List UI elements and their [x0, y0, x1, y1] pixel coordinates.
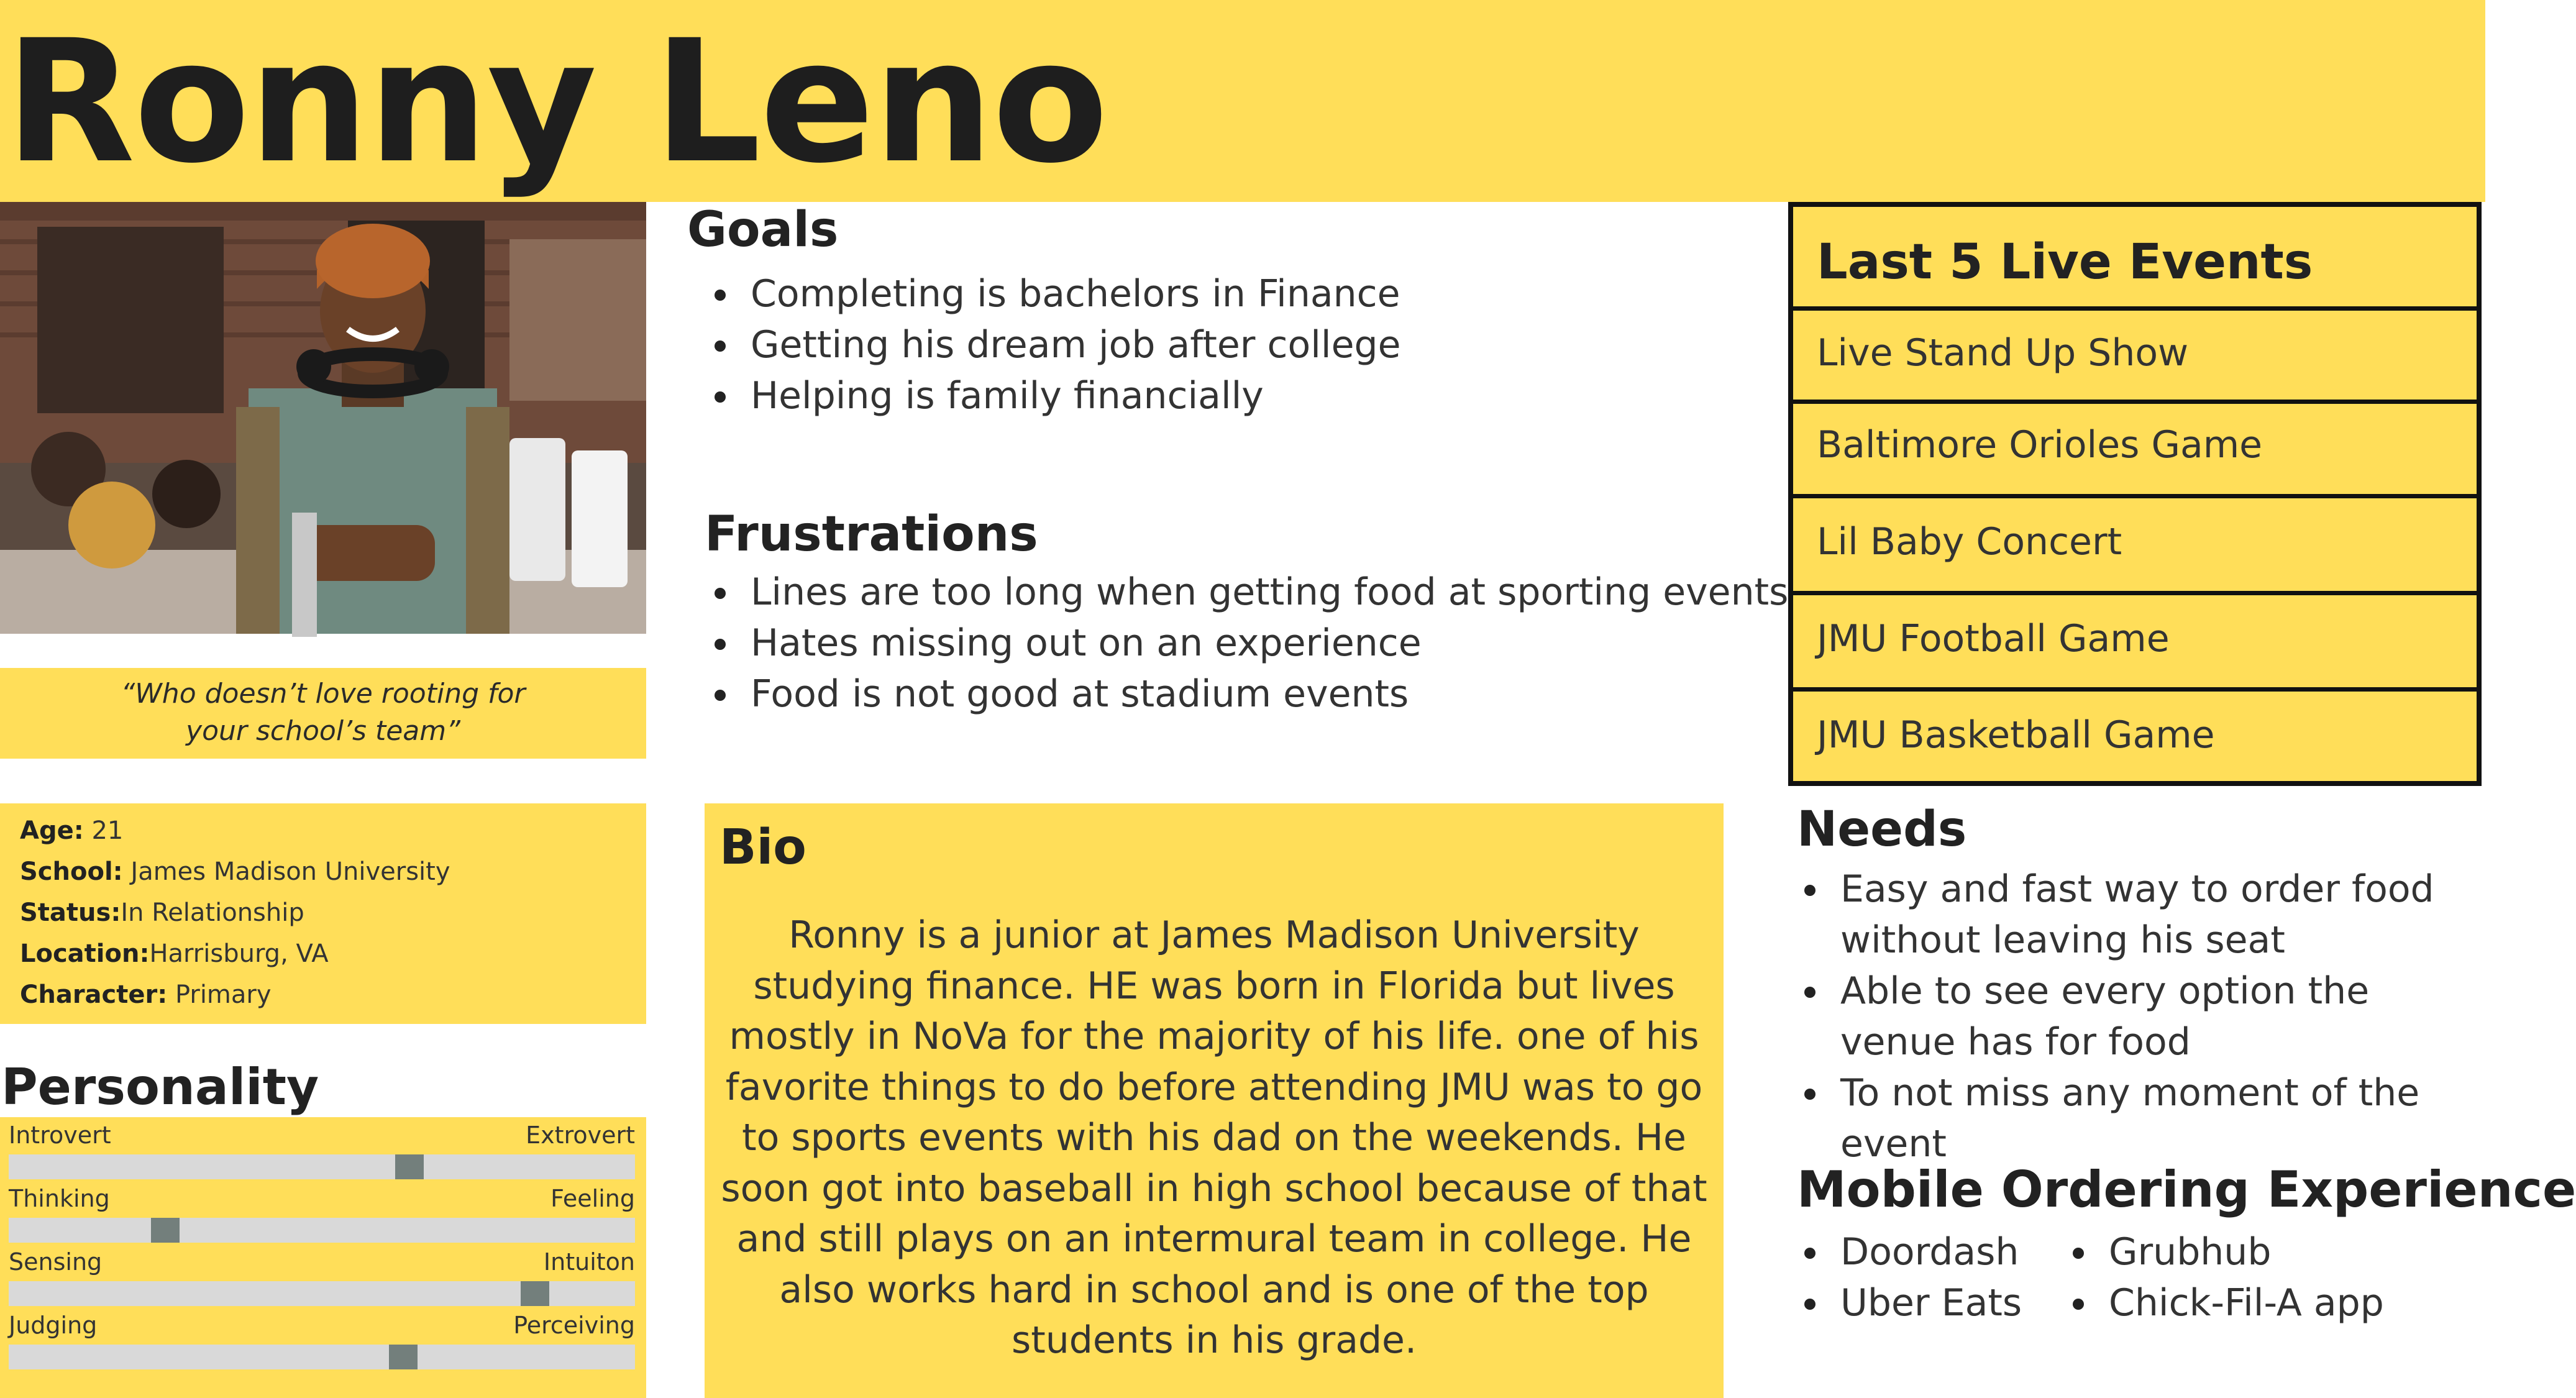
trait-right-label: Feeling — [550, 1185, 635, 1212]
bio-text: Ronny is a junior at James Madison University studying finance. HE was born in Florida but lives mostly in NoVa for the majority of his life. one of his favorite things to do before attending JMU was to go to sports events with his dad on the weekends. He soon got into baseball in high school because of that and still plays on an intermural team in college. He also works hard in school and is one of the top students in his grade. — [721, 913, 1707, 1362]
event-label: JMU Football Game — [1817, 617, 2170, 660]
list-item: Completing is bachelors in Finance — [696, 268, 1400, 319]
location-label: Location: — [20, 939, 150, 968]
trait-slider-thumb — [151, 1218, 180, 1243]
list-item: Able to see every option the venue has for food — [1786, 966, 2480, 1067]
list-item: To not miss any moment of the event — [1786, 1067, 2480, 1169]
event-row — [1793, 400, 2477, 496]
location-value: Harrisburg, VA — [149, 939, 329, 968]
goals-title: Goals — [687, 202, 839, 258]
school-value: James Madison University — [130, 857, 450, 886]
trait-left-label: Thinking — [9, 1185, 110, 1212]
event-row — [1793, 306, 2477, 403]
trait-slider-thumb — [389, 1345, 418, 1369]
trait-right-label: Extrovert — [526, 1122, 635, 1149]
event-label: Lil Baby Concert — [1817, 520, 2122, 564]
status-row — [20, 897, 304, 928]
quote-box — [0, 668, 646, 759]
trait-thinking-feeling — [9, 1184, 635, 1246]
personality-title: Personality — [1, 1058, 319, 1116]
list-item: Uber Eats — [1786, 1277, 2022, 1328]
last-events-table — [1788, 202, 2482, 786]
needs-list — [1786, 864, 2480, 1169]
trait-slider-thumb — [395, 1154, 424, 1179]
frustrations-title: Frustrations — [705, 506, 1038, 562]
list-item: Doordash — [1786, 1227, 2022, 1277]
character-row — [20, 979, 272, 1010]
list-item: Grubhub — [2054, 1227, 2384, 1277]
age-row — [20, 815, 123, 846]
trait-left-label: Sensing — [9, 1248, 103, 1276]
trait-judging-perceiving — [9, 1311, 635, 1373]
age-label: Age: — [20, 816, 84, 845]
list-item: Food is not good at stadium events — [696, 669, 1788, 720]
trait-introvert-extrovert — [9, 1121, 635, 1183]
trait-sensing-intuition — [9, 1248, 635, 1310]
trait-left-label: Introvert — [9, 1122, 111, 1149]
mobile-ordering-title: Mobile Ordering Experience — [1797, 1161, 2576, 1218]
trait-slider-track — [9, 1218, 635, 1243]
list-item: Hates missing out on an experience — [696, 618, 1788, 669]
trait-slider-track — [9, 1345, 635, 1369]
trait-slider-track — [9, 1154, 635, 1179]
mobile-ordering-list-right — [2054, 1227, 2384, 1328]
student-portrait-image — [0, 202, 646, 634]
trait-left-label: Judging — [9, 1312, 98, 1339]
school-label: School: — [20, 857, 123, 886]
list-item: Getting his dream job after college — [696, 319, 1400, 370]
event-label: Live Stand Up Show — [1817, 331, 2189, 375]
needs-title: Needs — [1797, 802, 1967, 857]
trait-slider-thumb — [521, 1281, 549, 1306]
trait-right-label: Perceiving — [513, 1312, 635, 1339]
list-item: Lines are too long when getting food at sporting events — [696, 567, 1788, 618]
trait-right-label: Intuiton — [543, 1248, 635, 1276]
list-item: Chick-Fil-A app — [2054, 1277, 2384, 1328]
status-label: Status: — [20, 898, 121, 927]
persona-quote: “Who doesn’t love rooting for your school’s team” — [121, 678, 526, 747]
event-row — [1793, 591, 2477, 687]
age-value: 21 — [91, 816, 124, 845]
demographics-box — [0, 803, 646, 1024]
persona-photo — [0, 202, 646, 634]
character-label: Character: — [20, 980, 168, 1009]
personality-box — [0, 1117, 646, 1398]
event-row — [1793, 494, 2477, 590]
school-row — [20, 856, 450, 887]
event-label: JMU Basketball Game — [1817, 713, 2215, 757]
event-label: Baltimore Orioles Game — [1817, 423, 2263, 467]
status-value: In Relationship — [121, 898, 304, 927]
bio-title: Bio — [719, 820, 806, 875]
character-value: Primary — [175, 980, 272, 1009]
goals-list — [696, 268, 1400, 421]
list-item: Helping is family financially — [696, 370, 1400, 421]
trait-slider-track — [9, 1281, 635, 1306]
location-row — [20, 938, 329, 969]
bio-box — [705, 803, 1724, 1398]
mobile-ordering-list-left — [1786, 1227, 2022, 1328]
frustrations-list — [696, 567, 1788, 720]
event-row — [1793, 687, 2477, 781]
list-item: Easy and fast way to order food without leaving his seat — [1786, 864, 2480, 966]
persona-name: Ronny Leno — [5, 4, 1107, 201]
events-title: Last 5 Live Events — [1817, 234, 2313, 290]
